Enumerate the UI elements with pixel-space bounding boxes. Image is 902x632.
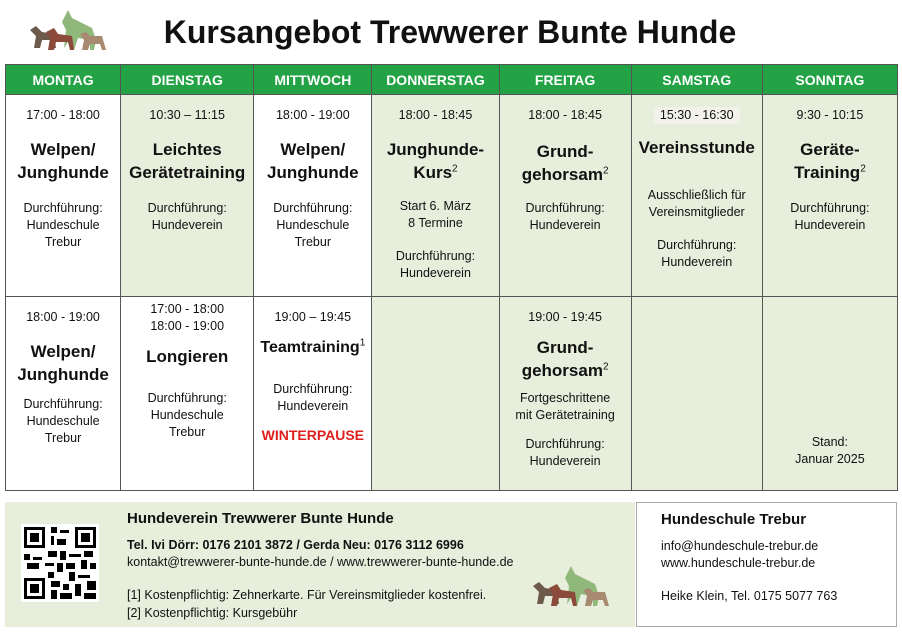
course-time: 18:00 - 18:45	[398, 108, 473, 122]
dogs-logo-icon	[26, 4, 110, 54]
stand-date: Stand: Januar 2025	[795, 435, 865, 466]
course-info: Durchführung: Hundeverein	[273, 382, 353, 413]
course-time: 18:00 - 19:00	[275, 108, 350, 122]
schedule-table	[5, 64, 898, 491]
club-contact[interactable]: kontakt@trewwerer-bunte-hunde.de / www.trewwerer-bunte-hunde.de	[127, 555, 514, 569]
course-title: Longieren	[146, 347, 229, 366]
course-info: Durchführung: Hundeschule Trebur	[23, 201, 103, 249]
course-cell	[762, 95, 897, 297]
course-info: Durchführung: Hundeschule Trebur	[273, 201, 353, 249]
day-header: MITTWOCH	[254, 65, 372, 95]
footnote-2: [2] Kostenpflichtig: Kursgebühr	[127, 606, 298, 620]
course-time: 15:30 - 16:30	[636, 107, 758, 124]
qr-code-icon[interactable]	[21, 524, 99, 602]
day-header: DONNERSTAG	[372, 65, 499, 95]
course-info: Durchführung: Hundeverein	[525, 201, 605, 232]
course-info: Durchführung: Hundeverein	[147, 201, 227, 232]
course-cell	[631, 95, 762, 297]
day-header: MONTAG	[6, 65, 121, 95]
course-time: 18:00 - 18:45	[528, 108, 602, 122]
school-name: Hundeschule Trebur	[661, 511, 807, 528]
course-cell	[254, 95, 372, 297]
course-info: Durchführung: Hundeverein	[525, 437, 605, 468]
course-info: Durchführung: Hundeverein	[790, 201, 870, 232]
empty-cell	[372, 297, 499, 491]
course-cell	[499, 95, 631, 297]
course-title: Welpen/ Junghunde	[17, 342, 109, 384]
course-time: 18:00 - 19:00	[26, 310, 100, 324]
course-title: Leichtes Gerätetraining	[129, 140, 246, 182]
stand-cell	[762, 297, 897, 491]
day-header: SONNTAG	[762, 65, 897, 95]
course-time: 17:00 - 18:00 18:00 - 19:00	[150, 302, 225, 333]
course-title: Geräte- Training$^2$	[794, 140, 866, 182]
day-header-row	[6, 65, 898, 95]
page-title: Kursangebot Trewwerer Bunte Hunde	[163, 14, 737, 50]
club-phone: Tel. Ivi Dörr: 0176 2101 3872 / Gerda Neu: 0176 3112 6996	[127, 538, 464, 552]
course-time: 9:30 - 10:15	[796, 108, 864, 122]
school-contact: Heike Klein, Tel. 0175 5077 763	[661, 589, 838, 603]
course-extra: Ausschließlich für Vereinsmitglieder	[647, 188, 746, 219]
school-footer	[636, 502, 897, 627]
course-info: Durchführung: Hundeverein	[395, 249, 476, 280]
course-time: 10:30 – 11:15	[149, 108, 225, 122]
course-info: Durchführung: Hundeschule Trebur	[147, 391, 227, 439]
course-time: 17:00 - 18:00	[26, 108, 100, 122]
course-title: Junghunde- Kurs$^2$	[386, 140, 485, 182]
day-header: SAMSTAG	[631, 65, 762, 95]
course-title: Grund- gehorsam$^2$	[521, 142, 609, 184]
course-time: 19:00 – 19:45	[274, 310, 352, 324]
course-info: Durchführung: Hundeverein	[657, 238, 737, 269]
course-title: Grund- gehorsam$^2$	[521, 338, 609, 380]
club-name: Hundeverein Trewwerer Bunte Hunde	[127, 510, 394, 527]
course-info: Durchführung: Hundeschule Trebur	[23, 397, 103, 445]
course-cell	[6, 95, 121, 297]
schedule-row	[6, 297, 898, 491]
course-time: 19:00 - 19:45	[528, 310, 602, 324]
course-extra: Fortgeschrittene mit Gerätetraining	[515, 391, 615, 422]
course-title: Welpen/ Junghunde	[17, 140, 109, 182]
course-cell	[499, 297, 631, 491]
course-title: Vereinsstunde	[638, 138, 755, 157]
course-cell	[121, 297, 254, 491]
school-website[interactable]: www.hundeschule-trebur.de	[661, 556, 816, 570]
footnote-1: [1] Kostenpflichtig: Zehnerkarte. Für Vereinsmitglieder kostenfrei.	[127, 588, 487, 602]
course-cell	[372, 95, 499, 297]
day-header: FREITAG	[499, 65, 631, 95]
course-cell	[121, 95, 254, 297]
school-email[interactable]: info@hundeschule-trebur.de	[661, 539, 819, 553]
winterpause-notice: WINTERPAUSE	[261, 427, 365, 443]
schedule-row	[6, 95, 898, 297]
empty-cell	[631, 297, 762, 491]
course-cell	[6, 297, 121, 491]
course-extra: Start 6. März 8 Termine	[399, 199, 472, 230]
dogs-logo-icon	[529, 558, 613, 612]
course-title: Welpen/ Junghunde	[267, 140, 359, 182]
day-header: DIENSTAG	[121, 65, 254, 95]
course-cell	[254, 297, 372, 491]
club-footer	[5, 502, 635, 627]
course-title: Teamtraining$^1$	[260, 337, 366, 356]
